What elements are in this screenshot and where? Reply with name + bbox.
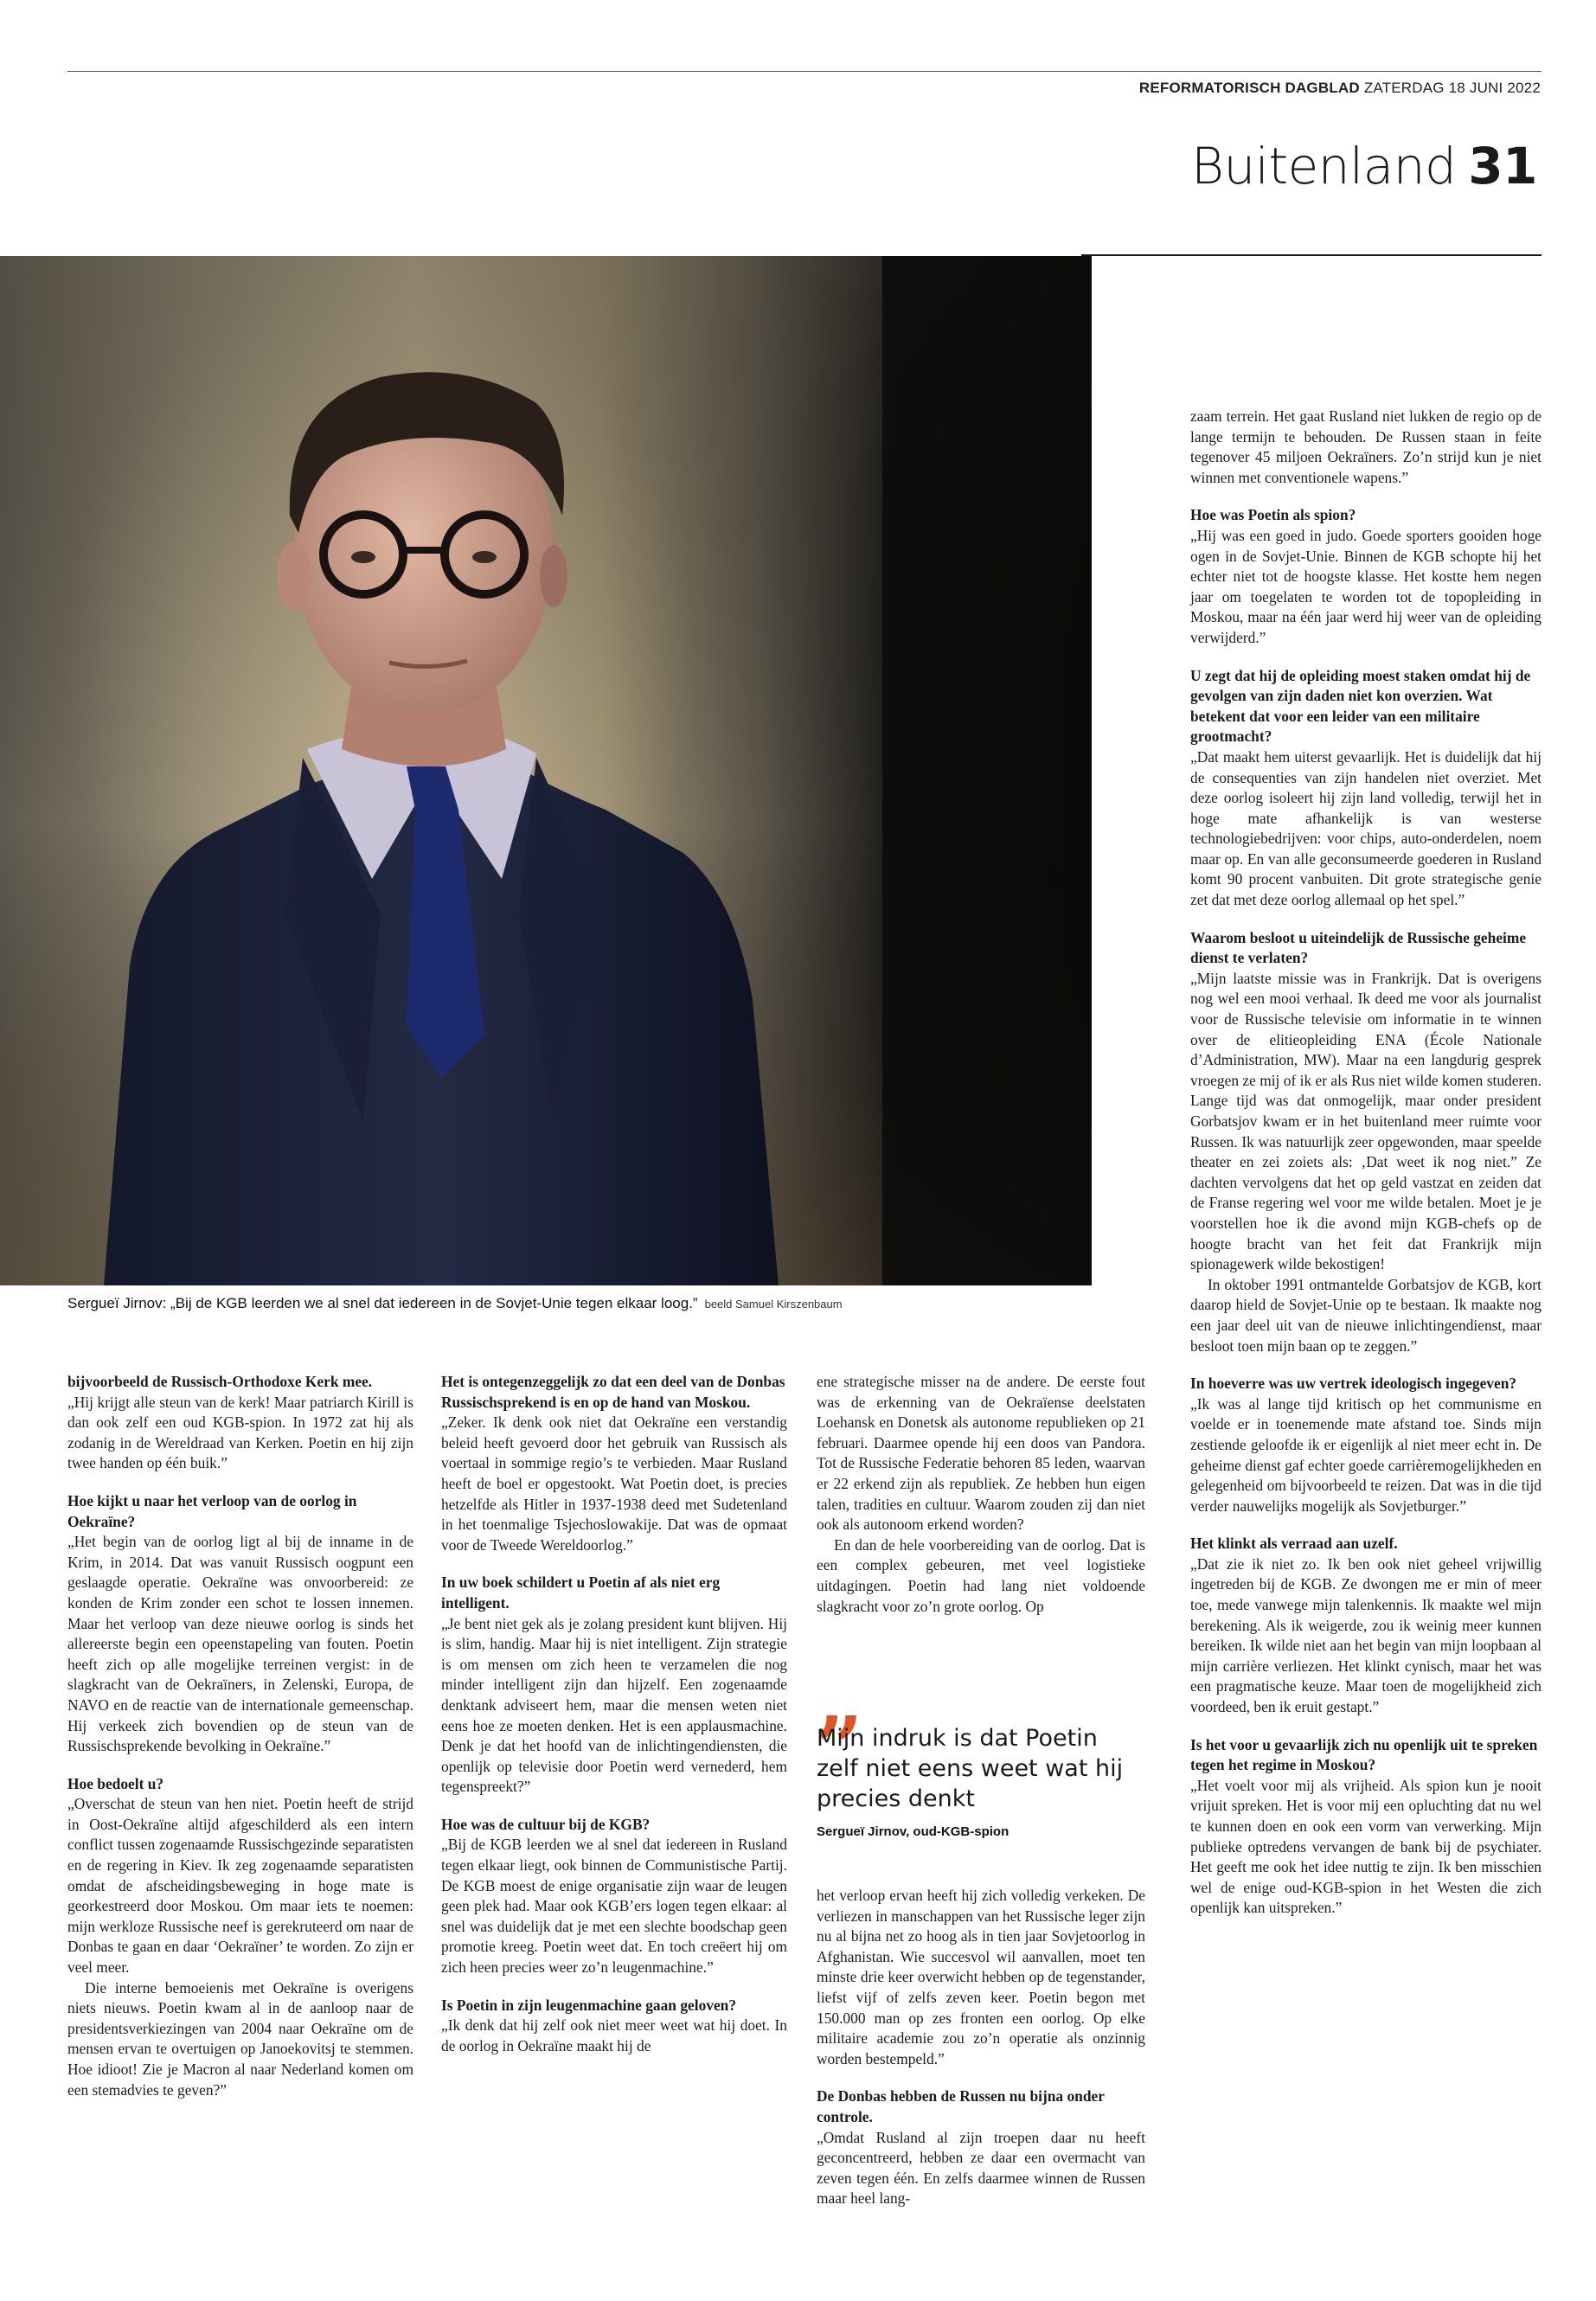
article-column-3-continued <box>817 1886 1145 2209</box>
paragraph: het verloop ervan heeft hij zich volledig verkeken. De verliezen in manschappen van het Russische leger zijn nu al bijna net zo hoog als in tien jaar Sovjetoorlog in Afghanistan. Wie succesvol wil aanvallen, moet ten minste drie keer overwicht hebben op de tegenstander, liefst vijf of zelfs zeven keer. Poetin begon met 150.000 man op zes fronten een oorlog. Op elke militaire academie zou zo’n operatie als onzinnig worden bestempeld.” <box>817 1887 1145 2067</box>
paragraph: „Hij was een goed in judo. Goede sporters gooiden hoge ogen in de Sovjet-Unie. Binnen de KGB schopte hij het echter niet tot de hoogste klasse. Het kostte hem negen jaar om toegelaten te worden tot de topopleiding in Moskou, maar na één jaar werd hij weer van de opleiding verwijderd.” <box>1190 526 1542 646</box>
interview-question: Hoe was Poetin als spion? <box>1190 506 1356 524</box>
paragraph: En dan de hele voorbereiding van de oorlog. Dat is een complex gebeuren, met veel logistieke uitdagingen. Poetin had lang niet voldoende slagkracht voor zo’n grote oorlog. Op <box>817 1535 1145 1615</box>
paragraph: „Je bent niet gek als je zolang president kunt blijven. Hij is slim, handig. Maar hij is niet intelligent. Zijn strategie is om mensen om zich heen te verzamelen die nog minder intelligent zijn dan hijzelf. Een zogenaamde denktank adviseert hem, maar die mensen weten niet eens hoe ze moeten denken. Het is een applausmachine. Denk je dat het hoofd van de inlichtingendiensten, die openlijk op televisie door Poetin werd vernederd, hem tegenspreekt?” <box>441 1614 787 1796</box>
interview-question: Is het voor u gevaarlijk zich nu openlijk uit te spreken tegen het regime in Moskou? <box>1190 1735 1538 1774</box>
quote-mark-icon: „ <box>817 1650 865 1748</box>
portrait-illustration <box>0 256 1092 1285</box>
interview-question: Het klinkt als verraad aan uzelf. <box>1190 1535 1398 1553</box>
photo-caption <box>67 1295 843 1312</box>
paragraph: „Ik denk dat hij zelf ook niet meer weet wat hij doet. In de oorlog in Oekraïne maakt hij de <box>441 2016 787 2054</box>
paragraph: „Omdat Rusland al zijn troepen daar nu heeft geconcentreerd, hebben ze daar een overmacht van zeven tegen één. En zelfs daarmee winnen de Russen maar heel lang- <box>817 2128 1145 2208</box>
header-meta <box>1139 80 1541 97</box>
paper-name: REFORMATORISCH DAGBLAD <box>1138 80 1360 96</box>
interview-question: De Donbas hebben de Russen nu bijna onder controle. <box>817 2087 1105 2125</box>
paragraph: zaam terrein. Het gaat Rusland niet lukken de regio op de lange termijn te behouden. De Russen staan in feite tegenover 45 miljoen Oekraïners. Zo’n strijd kun je niet winnen met conventionele wapens.” <box>1190 407 1542 486</box>
article-column-4 <box>1190 407 1542 1919</box>
interview-question: Hoe kijkt u naar het verloop van de oorlog in Oekraïne? <box>67 1491 357 1530</box>
photo-credit: beeld Samuel Kirszenbaum <box>704 1298 843 1311</box>
paragraph: „Het begin van de oorlog ligt al bij de inname in de Krim, in 2014. Dat was vanuit Russisch oogpunt een geslaagde operatie. Oekraïne was onvoorbereid: ze konden de Krim zonder een schot te lossen innemen. Maar het verloop van deze nieuwe oorlog is sinds het allereerste begin een opeenstapeling van fouten. Poetin heeft zich op alle mogelijke terreinen vergist: in de slagkracht van de Oekraïners, in Zelenski, Europa, de NAVO en de reactie van de internationale gemeenschap. Hij verkeek zich bovendien op de steun van de Russischsprekende bevolking in Oekraïne.” <box>67 1533 413 1755</box>
portrait-photo <box>0 256 1092 1285</box>
interview-question: Waarom besloot u uiteindelijk de Russische geheime dienst te verlaten? <box>1190 928 1527 967</box>
page-number: 31 <box>1468 137 1537 195</box>
paragraph: Die interne bemoeienis met Oekraïne is overigens niets nieuws. Poetin kwam al in de aanloop naar de presidentsverkiezingen van 2004 naar Oekraïne om de mensen ervan te overtuigen op Janoekovitsj te stemmen. Hoe idioot! Zie je Macron al naar Nederland komen om een stemadvies te geven?” <box>67 1978 413 2099</box>
paragraph: „Zeker. Ik denk ook niet dat Oekraïne een verstandig beleid heeft gevoerd door het gebruik van Russisch als voertaal in sommige regio’s te verbieden. Maar Rusland heeft de boel er opgestookt. Wat Poetin doet, is precies hetzelfde als Hitler in 1937-1938 deed met Sudetenland in het toenmalige Tsjechoslowakije. Dat was de opmaat voor de Tweede Wereldoorlog.” <box>441 1413 787 1554</box>
paragraph: „Hij krijgt alle steun van de kerk! Maar patriarch Kirill is dan ook zelf een oud KGB-spion. In 1972 zat hij als zodanig in de Wereldraad van Kerken. Poetin en hij zijn twee handen op één buik.” <box>67 1393 413 1472</box>
interview-question: In uw boek schildert u Poetin af als niet erg intelligent. <box>441 1574 721 1612</box>
paragraph: „Bij de KGB leerden we al snel dat iedereen in Rusland tegen elkaar liegt, ook binnen de Communistische Partij. De KGB moest de enige organisatie zijn waar de leugen geen plek had. Maar ook KGB’ers logen tegen elkaar: al snel was duidelijk dat je met een slechte boodschap geen promotie kreeg. Poetin weet dat. En toch creëert hij om zich heen precies weer zo’n leugenmachine.” <box>441 1836 787 1977</box>
interview-question: Het is ontegenzeggelijk zo dat een deel van de Donbas Russischsprekend is en op de hand van Moskou. <box>441 1373 785 1411</box>
pull-quote <box>817 1650 1137 1839</box>
column-lead-text: bijvoorbeeld de Russisch-Orthodoxe Kerk mee. <box>67 1373 373 1390</box>
pull-quote-text: Mijn indruk is dat Poetin zelf niet eens weet wat hij precies denkt <box>817 1725 1124 1812</box>
paragraph: „Ik was al lange tijd kritisch op het communisme en voelde er in toenemende mate afstand toe. Sinds mijn zestiende geloofde ik er eigenlijk al niet meer echt in. De geheime dienst gaf echter goede carrièremogelijkheden en gelegenheid om bijvoorbeeld te reizen. Dat was in die tijd verder nauwelijks mogelijk als Sovjetburger.” <box>1190 1394 1542 1515</box>
paragraph: „Mijn laatste missie was in Frankrijk. Dat is overigens nog wel een mooi verhaal. Ik deed me voor als journalist voor de Russische televisie om informatie in te winnen over de elitieopleiding ENA (École Nationale d’Administration, MW). Maar na een langdurig gesprek vroegen ze mij of ik er als Rus niet wilde komen studeren. Lange tijd was dat onmogelijk, maar onder president Gorbatsjov kwam er in het buitenland meer ruimte voor Russen. Ik was natuurlijk zeer opgewonden, maar speelde theater en zei zoiets als: ‚Dat weet ik nog niet.” Ze dachten vervolgens dat het op geld vastzat en zeiden dat de Franse regering wel voor me wilde betalen. Moet je je voorstellen hoe ik die avond mijn KGB-chefs op de hoogte bracht van het feit dat Frankrijk mijn spionagewerk wilde bekostigen! <box>1190 969 1542 1273</box>
pull-quote-attribution: Sergueï Jirnov, oud-KGB-spion <box>817 1824 1010 1839</box>
interview-question: Is Poetin in zijn leugenmachine gaan geloven? <box>441 1996 737 2014</box>
header-rule <box>67 71 1542 72</box>
caption-text: Sergueï Jirnov: „Bij de KGB leerden we al snel dat iedereen in de Sovjet-Unie tegen elkaar loog.” <box>67 1295 698 1311</box>
paragraph: „Overschat de steun van hen niet. Poetin heeft de strijd in Oost-Oekraïne altijd afgeschilderd als een intern conflict tussen zogenaamde Russischgezinde separatisten en de regering in Kiev. Ik zeg zogenaamde separatisten omdat de afscheidingsbeweging in hoge mate is georkestreerd door Moskou. Om maar iets te noemen: mijn werkloze Russische neef is gerekruteerd om naar de Donbas te gaan en daar ‘Oekraïner’ te worden. Zo zijn er veel meer. <box>67 1795 413 1977</box>
paragraph: „Dat zie ik niet zo. Ik ben ook niet geheel vrijwillig ingetreden bij de KGB. Ze dwongen me er min of meer toe, mede vanwege mijn talenkennis. Ik maakte wel mijn berekening. Als ik weigerde, zou ik weinig meer kunnen bereiken. Ik wilde niet aan het begin van mijn loopbaan al mijn carrière verliezen. Het klinkt cynisch, maar het was een pragmatische keuze. Maar toen de mogelijkheid zich voordeed, ben ik eruit gestapt.” <box>1190 1554 1542 1716</box>
article-column-3 <box>817 1372 1145 1617</box>
paragraph: ene strategische misser na de andere. De eerste fout was de erkenning van de Oekraïense deelstaten Loehansk en Donetsk als autonome republieken op 21 februari. Daarmee opende hij een doos van Pandora. Tot de Russische Federatie behoren 85 leden, waarvan er 22 erkend zijn als republiek. Ze hebben hun eigen talen, tradities en cultuur. Waarom zouden zij dan niet ook als autonoom erkend worden? <box>817 1373 1145 1534</box>
interview-question: U zegt dat hij de opleiding moest staken omdat hij de gevolgen van zijn daden niet kon overzien. Wat betekent dat voor een leider van een militaire grootmacht? <box>1190 666 1531 746</box>
interview-question: In hoeverre was uw vertrek ideologisch ingegeven? <box>1190 1375 1517 1393</box>
interview-question: Hoe bedoelt u? <box>67 1774 164 1792</box>
edition-date: ZATERDAG 18 JUNI 2022 <box>1363 80 1541 96</box>
paragraph: In oktober 1991 ontmantelde Gorbatsjov de KGB, kort daarop hield de Sovjet-Unie op te bestaan. Ik maakte nog een jaar deel uit van de nieuwe inlichtingendienst, maar besloot toen mijn baan op te zeggen.” <box>1190 1275 1542 1355</box>
paragraph: „Het voelt voor mij als vrijheid. Als spion kun je nooit vrijuit spreken. Het is voor mij een opluchting dat nu wel te kunnen doen en ook een vorm van verwerking. Mijn publieke optredens vervangen de bank bij de psychiater. Het geeft me ook het idee nuttig te zijn. Ik ben misschien wel de enige oud-KGB-spion in het Westen die zich openlijk kan uitspreken.” <box>1190 1776 1542 1917</box>
paragraph: „Dat maakt hem uiterst gevaarlijk. Het is duidelijk dat hij de consequenties van zijn handelen niet overziet. Met deze oorlog isoleert hij zijn land volledig, terwijl het in hoge mate afhankelijk is van westerse technologiebedrijven: voor chips, auto-onderdelen, noem maar op. En van alle geconsumeerde goederen in Rusland komt 90 procent vanbuiten. Dit grote strategische genie zet dat met deze oorlog allemaal op het spel.” <box>1190 747 1542 909</box>
interview-question: Hoe was de cultuur bij de KGB? <box>441 1815 651 1833</box>
section-rule <box>1081 254 1542 256</box>
section-name: Buitenland <box>1191 137 1457 195</box>
section-heading <box>1191 137 1537 195</box>
article-column-1 <box>67 1372 413 2100</box>
article-column-2 <box>441 1372 787 2056</box>
